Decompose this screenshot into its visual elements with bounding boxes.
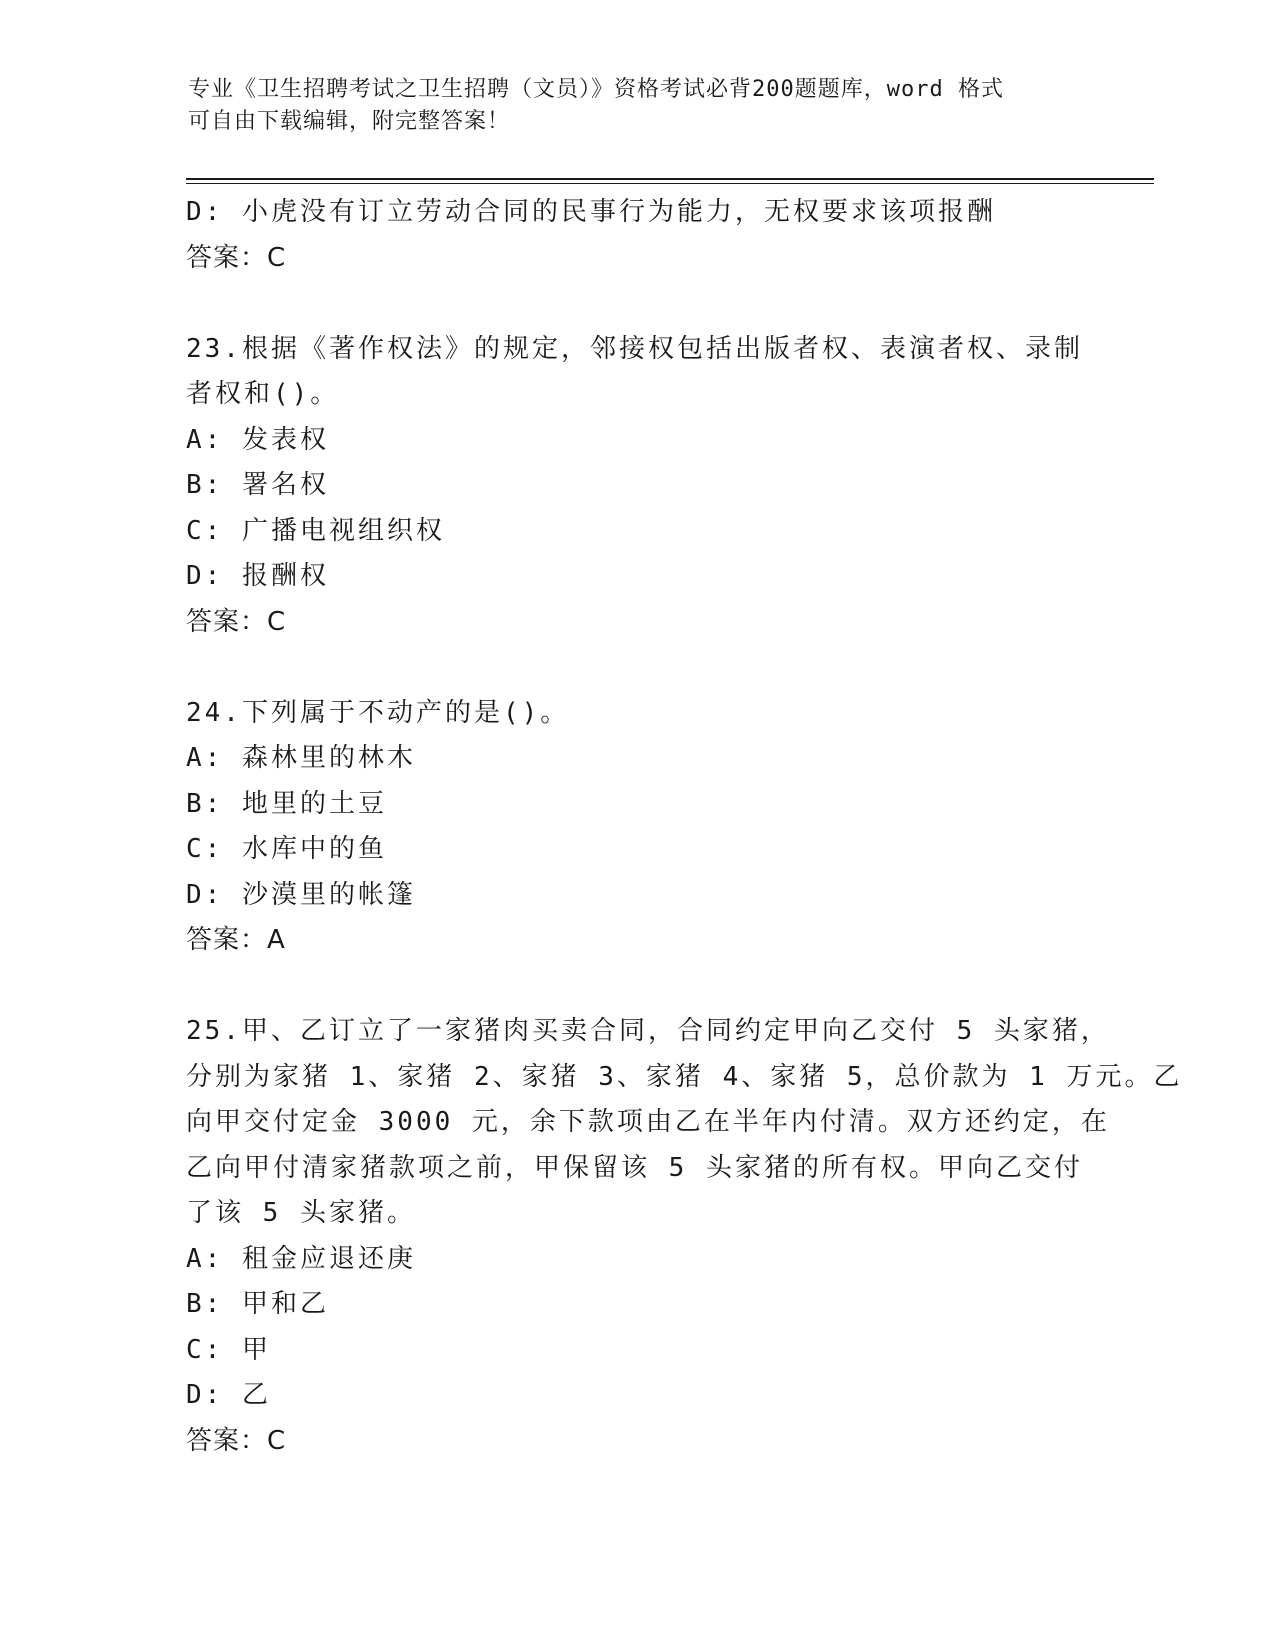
spacer bbox=[186, 964, 1086, 1010]
question-content bbox=[186, 190, 1183, 1464]
header-line-2: 可自由下载编辑，附完整答案！ bbox=[188, 109, 511, 134]
stem-line: 25.甲、乙订立了一家猪肉买卖合同，合同约定甲向乙交付 5 头家猪， bbox=[186, 1016, 1110, 1046]
header-line-1: 专业《卫生招聘考试之卫生招聘（文员）》资格考试必背200题题库，word 格式 bbox=[188, 77, 1004, 102]
question-stem bbox=[186, 327, 1086, 418]
option-d: D: 乙 bbox=[186, 1380, 271, 1410]
answer-line: 答案：C bbox=[186, 606, 287, 637]
question-25 bbox=[186, 1009, 1183, 1464]
stem-line: 24.下列属于不动产的是()。 bbox=[186, 697, 570, 728]
option-d: D: 小虎没有订立劳动合同的民事行为能力，无权要求该项报酬 bbox=[186, 197, 996, 227]
stem-line: 23.根据《著作权法》的规定，邻接权包括出版者权、表演者权、录制 bbox=[186, 333, 1083, 364]
option-c: C: 水库中的鱼 bbox=[186, 834, 387, 864]
stem-line: 了该 5 头家猪。 bbox=[186, 1198, 416, 1228]
question-23 bbox=[186, 327, 1086, 646]
stem-line: 向甲交付定金 3000 元，余下款项由乙在半年内付清。双方还约定，在 bbox=[186, 1107, 1110, 1137]
option-b: B: 甲和乙 bbox=[186, 1289, 329, 1319]
option-a: A: 租金应退还庚 bbox=[186, 1243, 416, 1274]
option-b: B: 署名权 bbox=[186, 470, 329, 500]
question-stem bbox=[186, 1009, 1183, 1237]
option-b: B: 地里的土豆 bbox=[186, 788, 387, 819]
answer-line: 答案：A bbox=[186, 925, 286, 955]
spacer bbox=[186, 645, 1086, 691]
stem-line: 乙向甲付清家猪款项之前，甲保留该 5 头家猪的所有权。甲向乙交付 bbox=[186, 1152, 1083, 1183]
answer-line: 答案：C bbox=[186, 1425, 287, 1456]
stem-line: 分别为家猪 1、家猪 2、家猪 3、家猪 4、家猪 5，总价款为 1 万元。乙 bbox=[186, 1061, 1183, 1092]
answer-line: 答案：C bbox=[186, 242, 287, 273]
question-24 bbox=[186, 691, 1086, 964]
stem-line: 者权和()。 bbox=[186, 379, 340, 409]
option-d: D: 沙漠里的帐篷 bbox=[186, 879, 416, 910]
header-divider-thick bbox=[186, 178, 1154, 180]
option-d: D: 报酬权 bbox=[186, 561, 329, 591]
header-divider-thin bbox=[186, 183, 1154, 184]
spacer bbox=[186, 281, 1086, 327]
question-stem bbox=[186, 691, 1086, 737]
option-a: A: 发表权 bbox=[186, 424, 329, 455]
document-header bbox=[188, 74, 1068, 138]
previous-question-tail bbox=[186, 190, 1086, 281]
option-a: A: 森林里的林木 bbox=[186, 743, 416, 773]
option-c: C: 广播电视组织权 bbox=[186, 515, 445, 546]
option-c: C: 甲 bbox=[186, 1334, 271, 1365]
